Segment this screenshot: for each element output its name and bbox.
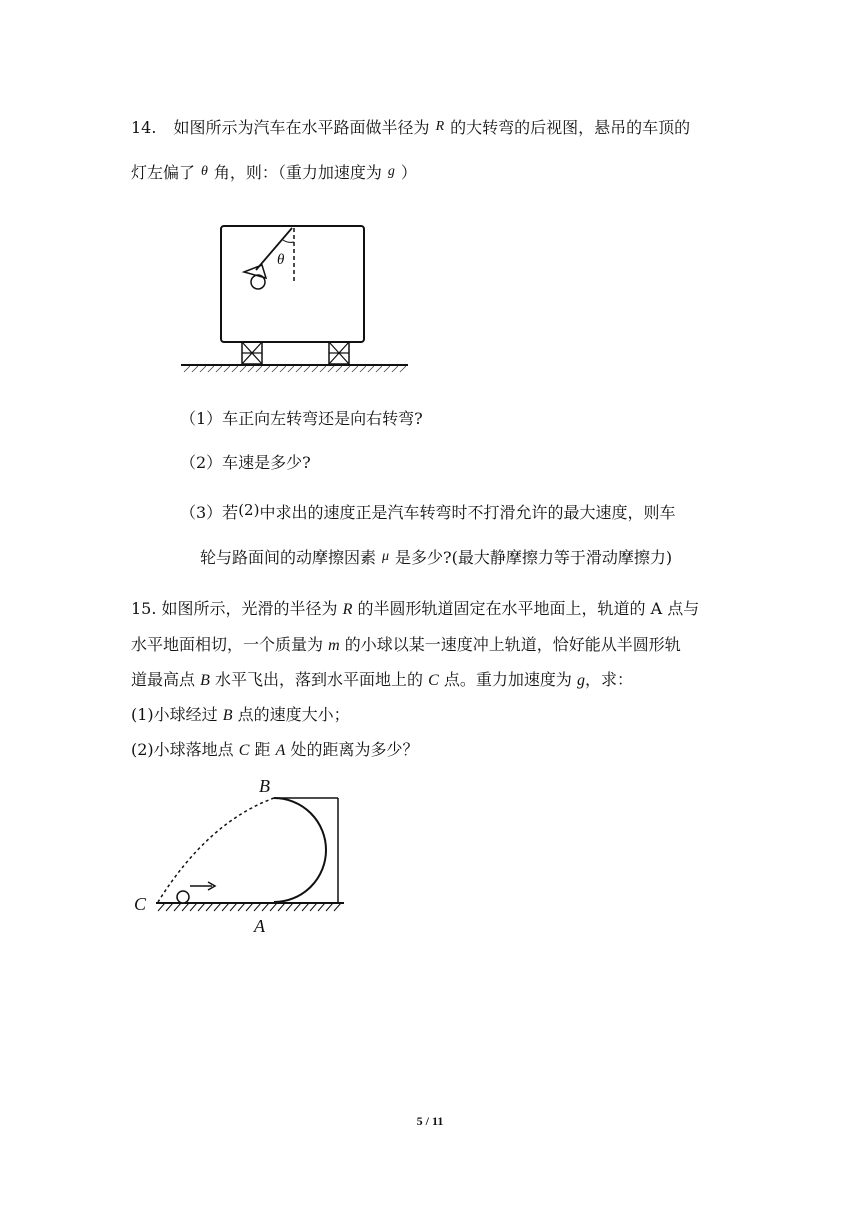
left-wheel bbox=[242, 342, 262, 364]
angle-arc bbox=[283, 240, 294, 242]
q15-line-3: 道最高点 B 水平飞出，落到水平面地上的 C 点。重力加速度为 g，求： bbox=[131, 670, 633, 689]
q15-line-1: 15. 如图所示，光滑的半径为 R 的半圆形轨道固定在水平地面上，轨道的 A 点与 bbox=[131, 599, 700, 618]
right-wheel bbox=[329, 342, 349, 364]
car-body bbox=[221, 226, 364, 342]
q14-sub-3-line-1: （3）若(2)中求出的速度正是汽车转弯时不打滑允许的最大速度，则车 bbox=[180, 501, 676, 522]
page-number: 5 / 11 bbox=[416, 1114, 444, 1128]
q14-number: 14. bbox=[131, 118, 157, 137]
semicircle-track-figure bbox=[128, 770, 358, 940]
symbol-mu: μ bbox=[382, 549, 390, 564]
ground-hatching bbox=[158, 903, 341, 911]
road-hatching bbox=[184, 366, 406, 372]
q14-sub-2: （2）车速是多少? bbox=[180, 453, 311, 472]
semicircle-track bbox=[274, 798, 326, 902]
symbol-theta: θ bbox=[201, 164, 208, 179]
q14-line-2: 灯左偏了 θ 角，则：（重力加速度为 g ） bbox=[131, 163, 417, 182]
angle-label-theta: θ bbox=[277, 252, 285, 268]
trajectory-dashed-curve bbox=[158, 798, 274, 902]
velocity-arrow-icon bbox=[190, 882, 215, 890]
q15-sub-2: (2)小球落地点 C 距 A 处的距离为多少？ bbox=[131, 740, 419, 759]
q14-line-1: 14. 如图所示为汽车在水平路面做半径为 R 的大转弯的后视图，悬吊的车顶的 bbox=[131, 118, 691, 137]
q15-line-2: 水平地面相切，一个质量为 m 的小球以某一速度冲上轨道，恰好能从半圆形轨 bbox=[131, 635, 681, 654]
symbol-R: R bbox=[435, 119, 445, 134]
lamp-icon bbox=[244, 265, 266, 289]
ball bbox=[177, 891, 189, 903]
q15-sub-1: (1)小球经过 B 点的速度大小； bbox=[131, 705, 350, 724]
label-point-B: B bbox=[259, 776, 270, 796]
q14-sub-1: （1）车正向左转弯还是向右转弯? bbox=[180, 409, 423, 428]
label-point-A: A bbox=[254, 916, 265, 936]
q14-sub-3-line-2: 轮与路面间的动摩擦因素 μ 是多少?(最大静摩擦力等于滑动摩擦力) bbox=[200, 548, 673, 567]
car-rear-view-figure bbox=[176, 220, 416, 380]
label-point-C: C bbox=[134, 894, 147, 914]
lamp-cord bbox=[256, 228, 292, 270]
sub-question-ref: (2) bbox=[238, 501, 260, 519]
symbol-g: g bbox=[387, 164, 395, 179]
